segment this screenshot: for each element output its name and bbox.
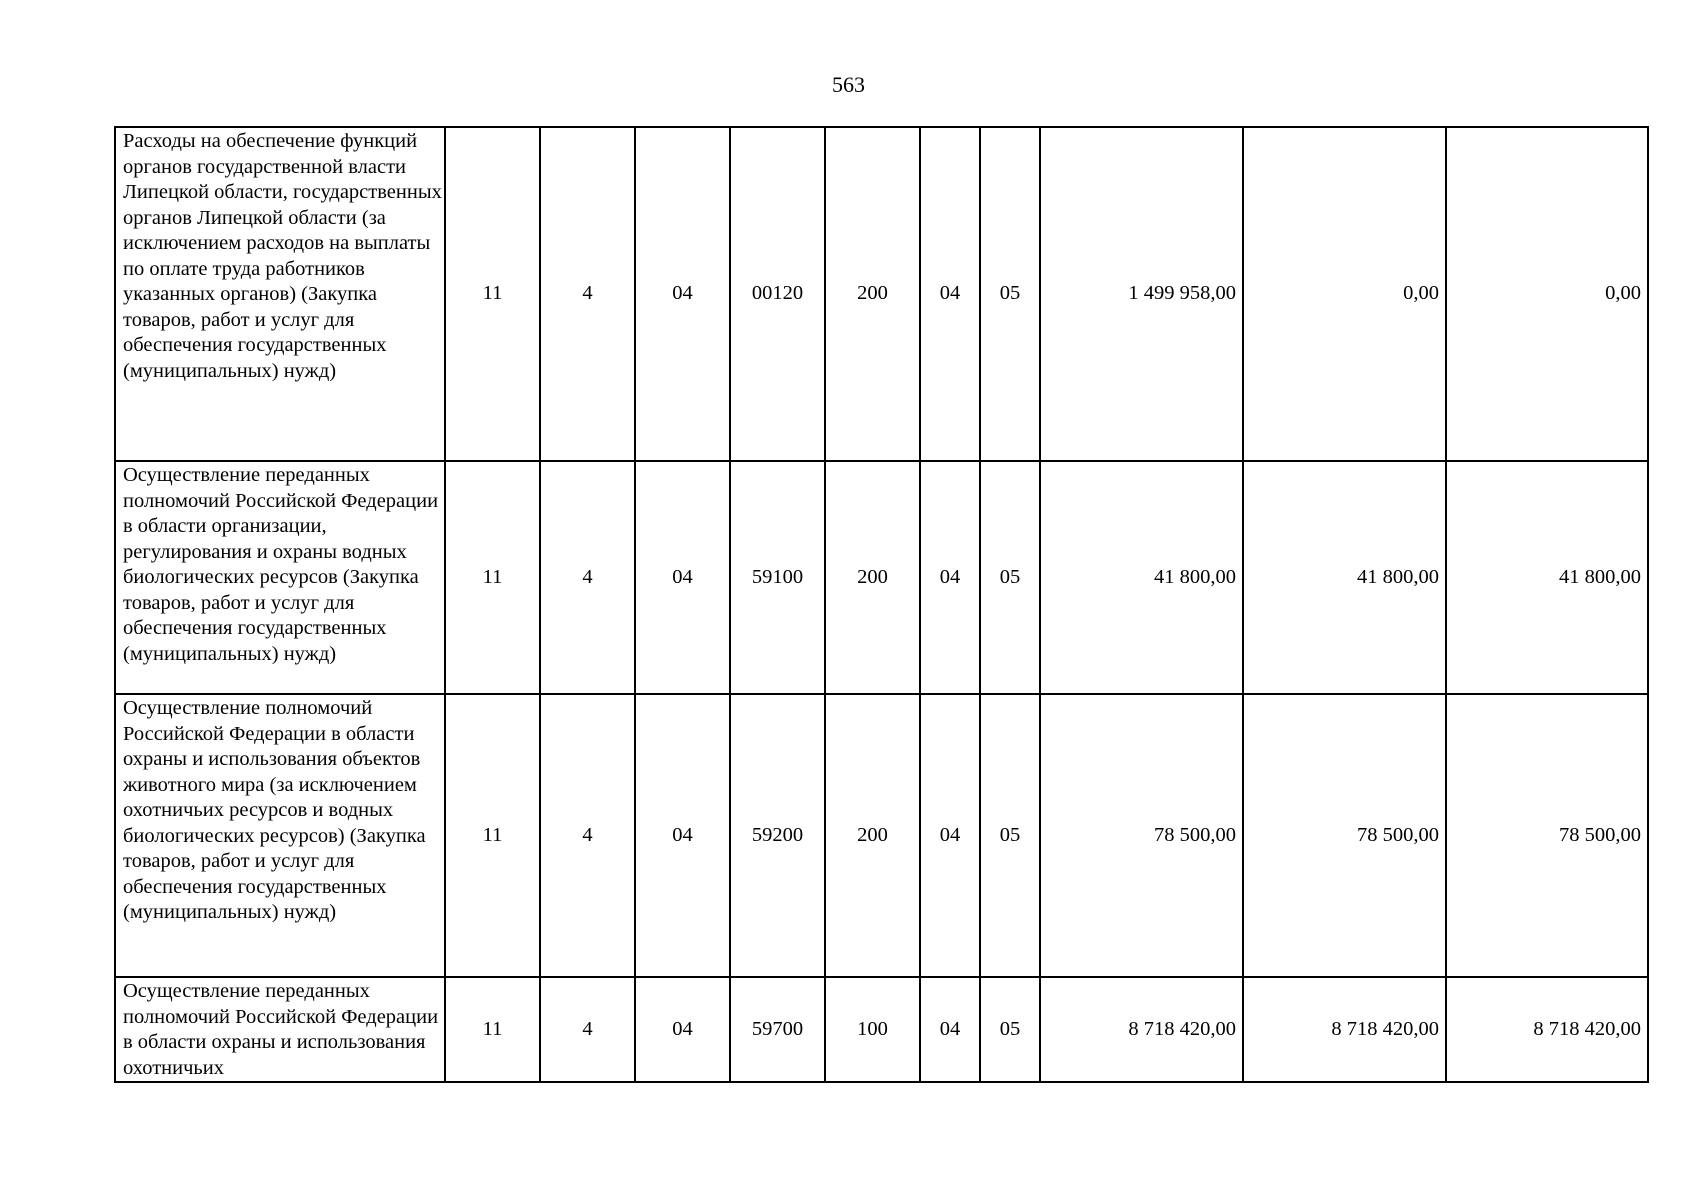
code-cell: 05: [980, 977, 1040, 1082]
code-cell: 59700: [730, 977, 825, 1082]
code-cell: 05: [980, 461, 1040, 694]
code-cell: 4: [540, 461, 635, 694]
code-cell: 04: [635, 977, 730, 1082]
amount-cell: 8 718 420,00: [1040, 977, 1243, 1082]
code-cell: 00120: [730, 127, 825, 461]
code-cell: 04: [920, 461, 980, 694]
amount-cell: 41 800,00: [1040, 461, 1243, 694]
amount-cell: 1 499 958,00: [1040, 127, 1243, 461]
code-cell: 59100: [730, 461, 825, 694]
page-number: 563: [832, 72, 865, 97]
table-row: [115, 977, 1648, 1082]
code-cell: 11: [445, 127, 540, 461]
row-description: Осуществление полномочий Российской Федерации в области охраны и использования объектов животного мира (за исключением охотничьих ресурсов и водных биологических ресурсов) (Закупка товаров, работ и услуг для обеспечения государственных (муниципальных) нужд): [115, 694, 445, 977]
row-description: Осуществление переданных полномочий Российской Федерации в области организации, регулирования и охраны водных биологических ресурсов (Закупка товаров, работ и услуг для обеспечения государственных (муниципальных) нужд): [115, 461, 445, 694]
code-cell: 04: [635, 461, 730, 694]
code-cell: 04: [920, 694, 980, 977]
code-cell: 4: [540, 977, 635, 1082]
table-row: [115, 461, 1648, 694]
code-cell: 05: [980, 694, 1040, 977]
amount-cell: 41 800,00: [1446, 461, 1648, 694]
code-cell: 11: [445, 694, 540, 977]
code-cell: 200: [825, 694, 920, 977]
amount-cell: 78 500,00: [1040, 694, 1243, 977]
code-cell: 11: [445, 977, 540, 1082]
code-cell: 05: [980, 127, 1040, 461]
table-row: [115, 127, 1648, 461]
code-cell: 4: [540, 694, 635, 977]
amount-cell: 41 800,00: [1243, 461, 1446, 694]
budget-table: [114, 126, 1649, 1083]
code-cell: 200: [825, 127, 920, 461]
code-cell: 04: [635, 694, 730, 977]
code-cell: 200: [825, 461, 920, 694]
amount-cell: 78 500,00: [1446, 694, 1648, 977]
amount-cell: 8 718 420,00: [1243, 977, 1446, 1082]
code-cell: 100: [825, 977, 920, 1082]
amount-cell: 0,00: [1446, 127, 1648, 461]
row-description: Осуществление переданных полномочий Российской Федерации в области охраны и использования охотничьих: [115, 977, 445, 1082]
amount-cell: 78 500,00: [1243, 694, 1446, 977]
code-cell: 04: [635, 127, 730, 461]
row-description: Расходы на обеспечение функций органов государственной власти Липецкой области, государственных органов Липецкой области (за исключением расходов на выплаты по оплате труда работников указанных органов) (Закупка товаров, работ и услуг для обеспечения государственных (муниципальных) нужд): [115, 127, 445, 461]
amount-cell: 0,00: [1243, 127, 1446, 461]
amount-cell: 8 718 420,00: [1446, 977, 1648, 1082]
code-cell: 04: [920, 977, 980, 1082]
code-cell: 59200: [730, 694, 825, 977]
code-cell: 4: [540, 127, 635, 461]
code-cell: 11: [445, 461, 540, 694]
table-row: [115, 694, 1648, 977]
code-cell: 04: [920, 127, 980, 461]
